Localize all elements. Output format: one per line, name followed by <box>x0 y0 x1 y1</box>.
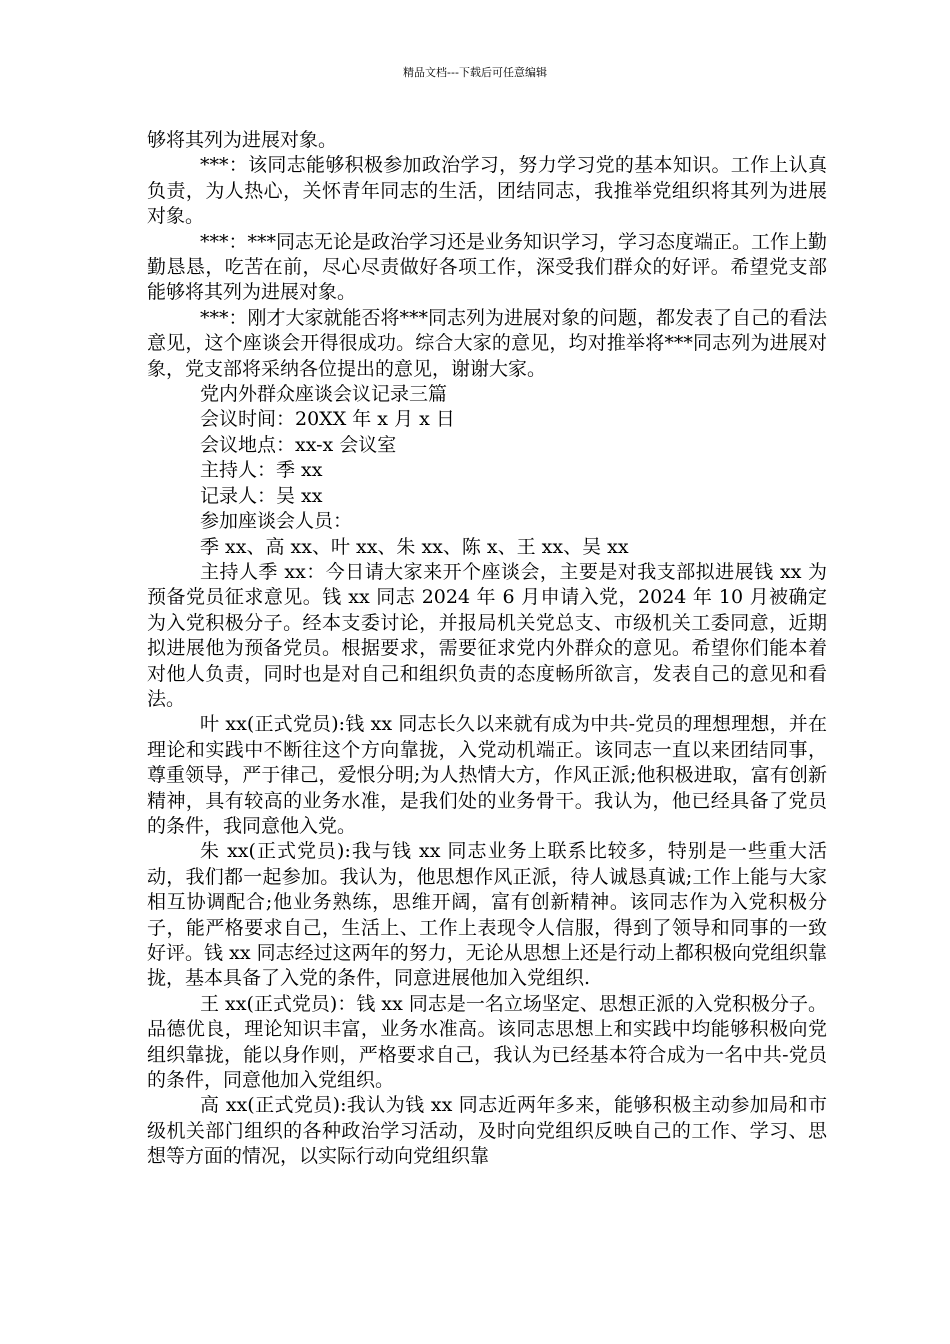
paragraph-gao-statement: 高 xx(正式党员):我认为钱 xx 同志近两年多来，能够积极主动参加局和市级机关部门组织的各种政治学习活动，及时向党组织反映自己的工作、学习、思想等方面的情况，以实际行动向党组织靠 <box>147 1094 827 1168</box>
meeting-time: 会议时间：20XX 年 x 月 x 日 <box>200 408 455 431</box>
section-title: 党内外群众座谈会议记录三篇 <box>200 383 448 406</box>
paragraph-comment-1: ***：该同志能够积极参加政治学习，努力学习党的基本知识。工作上认真负责，为人热心，关怀青年同志的生活，团结同志，我推举党组织将其列为进展对象。 <box>147 154 827 228</box>
document-body <box>147 128 827 1170</box>
paragraph-comment-2: ***：***同志无论是政治学习还是业务知识学习，学习态度端正。工作上勤勤恳恳，吃苦在前，尽心尽责做好各项工作，深受我们群众的好评。希望党支部能够将其列为进展对象。 <box>147 230 828 304</box>
paragraph-continuation: 够将其列为进展对象。 <box>147 129 338 151</box>
paragraph-host-statement: 主持人季 xx：今日请大家来开个座谈会，主要是对我支部拟进展钱 xx 为预备党员征求意见。钱 xx 同志 2024 年 6 月申请入党，2024 年 10 月被确定为入党积极分子。经本支委讨论，并报局机关党总支、市级机关工委同意，近期拟进展他为预备党员。根据要求，需要征求党内外群众的意见。希望你们能本着对他人负责，同时也是对自己和组织负责的态度畅所欲言，发表自己的意见和看法。 <box>147 560 827 710</box>
paragraph-wang-statement: 王 xx(正式党员)：钱 xx 同志是一名立场坚定、思想正派的入党积极分子。品德优良，理论知识丰富，业务水准高。该同志思想上和实践中均能够积极向党组织靠拢，能以身作则，严格要求自己，我认为已经基本符合成为一名中共-党员的条件，同意他加入党组织。 <box>147 992 827 1092</box>
attendees-list: 季 xx、高 xx、叶 xx、朱 xx、陈 x、王 xx、吴 xx <box>200 535 629 558</box>
paragraph-zhu-statement: 朱 xx(正式党员):我与钱 xx 同志业务上联系比较多，特别是一些重大活动，我们都一起参加。我认为，他思想作风正派，待人诚恳真诚;工作上能与大家相互协调配合;他业务熟练，思维开阔，富有创新精神。该同志作为入党积极分子，能严格要求自己，生活上、工作上表现令人信服，得到了领导和同事的一致好评。钱 xx 同志经过这两年的努力，无论从思想上还是行动上都积极向党组织靠拢，基本具备了入党的条件，同意进展他加入党组织. <box>147 840 827 990</box>
paragraph-comment-3: ***：刚才大家就能否将***同志列为进展对象的问题，都发表了自己的看法意见，这个座谈会开得很成功。综合大家的意见，均对推举将***同志列为进展对象，党支部将采纳各位提出的意见，谢谢大家。 <box>147 306 828 380</box>
meeting-location: 会议地点：xx-x 会议室 <box>200 433 397 456</box>
paragraph-ye-statement: 叶 xx(正式党员):钱 xx 同志长久以来就有成为中共-党员的理想理想，并在理论和实践中不断往这个方向靠拢，入党动机端正。该同志一直以来团结同事，尊重领导，严于律己，爱恨分明;为人热情大方，作风正派;他积极进取，富有创新精神，具有较高的业务水准，是我们处的业务骨干。我认为，他已经具备了党员的条件，我同意他入党。 <box>147 713 827 837</box>
page-header: 精品文档---下载后可任意编辑 <box>403 66 547 79</box>
meeting-host: 主持人：季 xx <box>200 459 323 482</box>
attendees-label: 参加座谈会人员： <box>200 510 353 533</box>
meeting-recorder: 记录人：吴 xx <box>200 484 323 507</box>
